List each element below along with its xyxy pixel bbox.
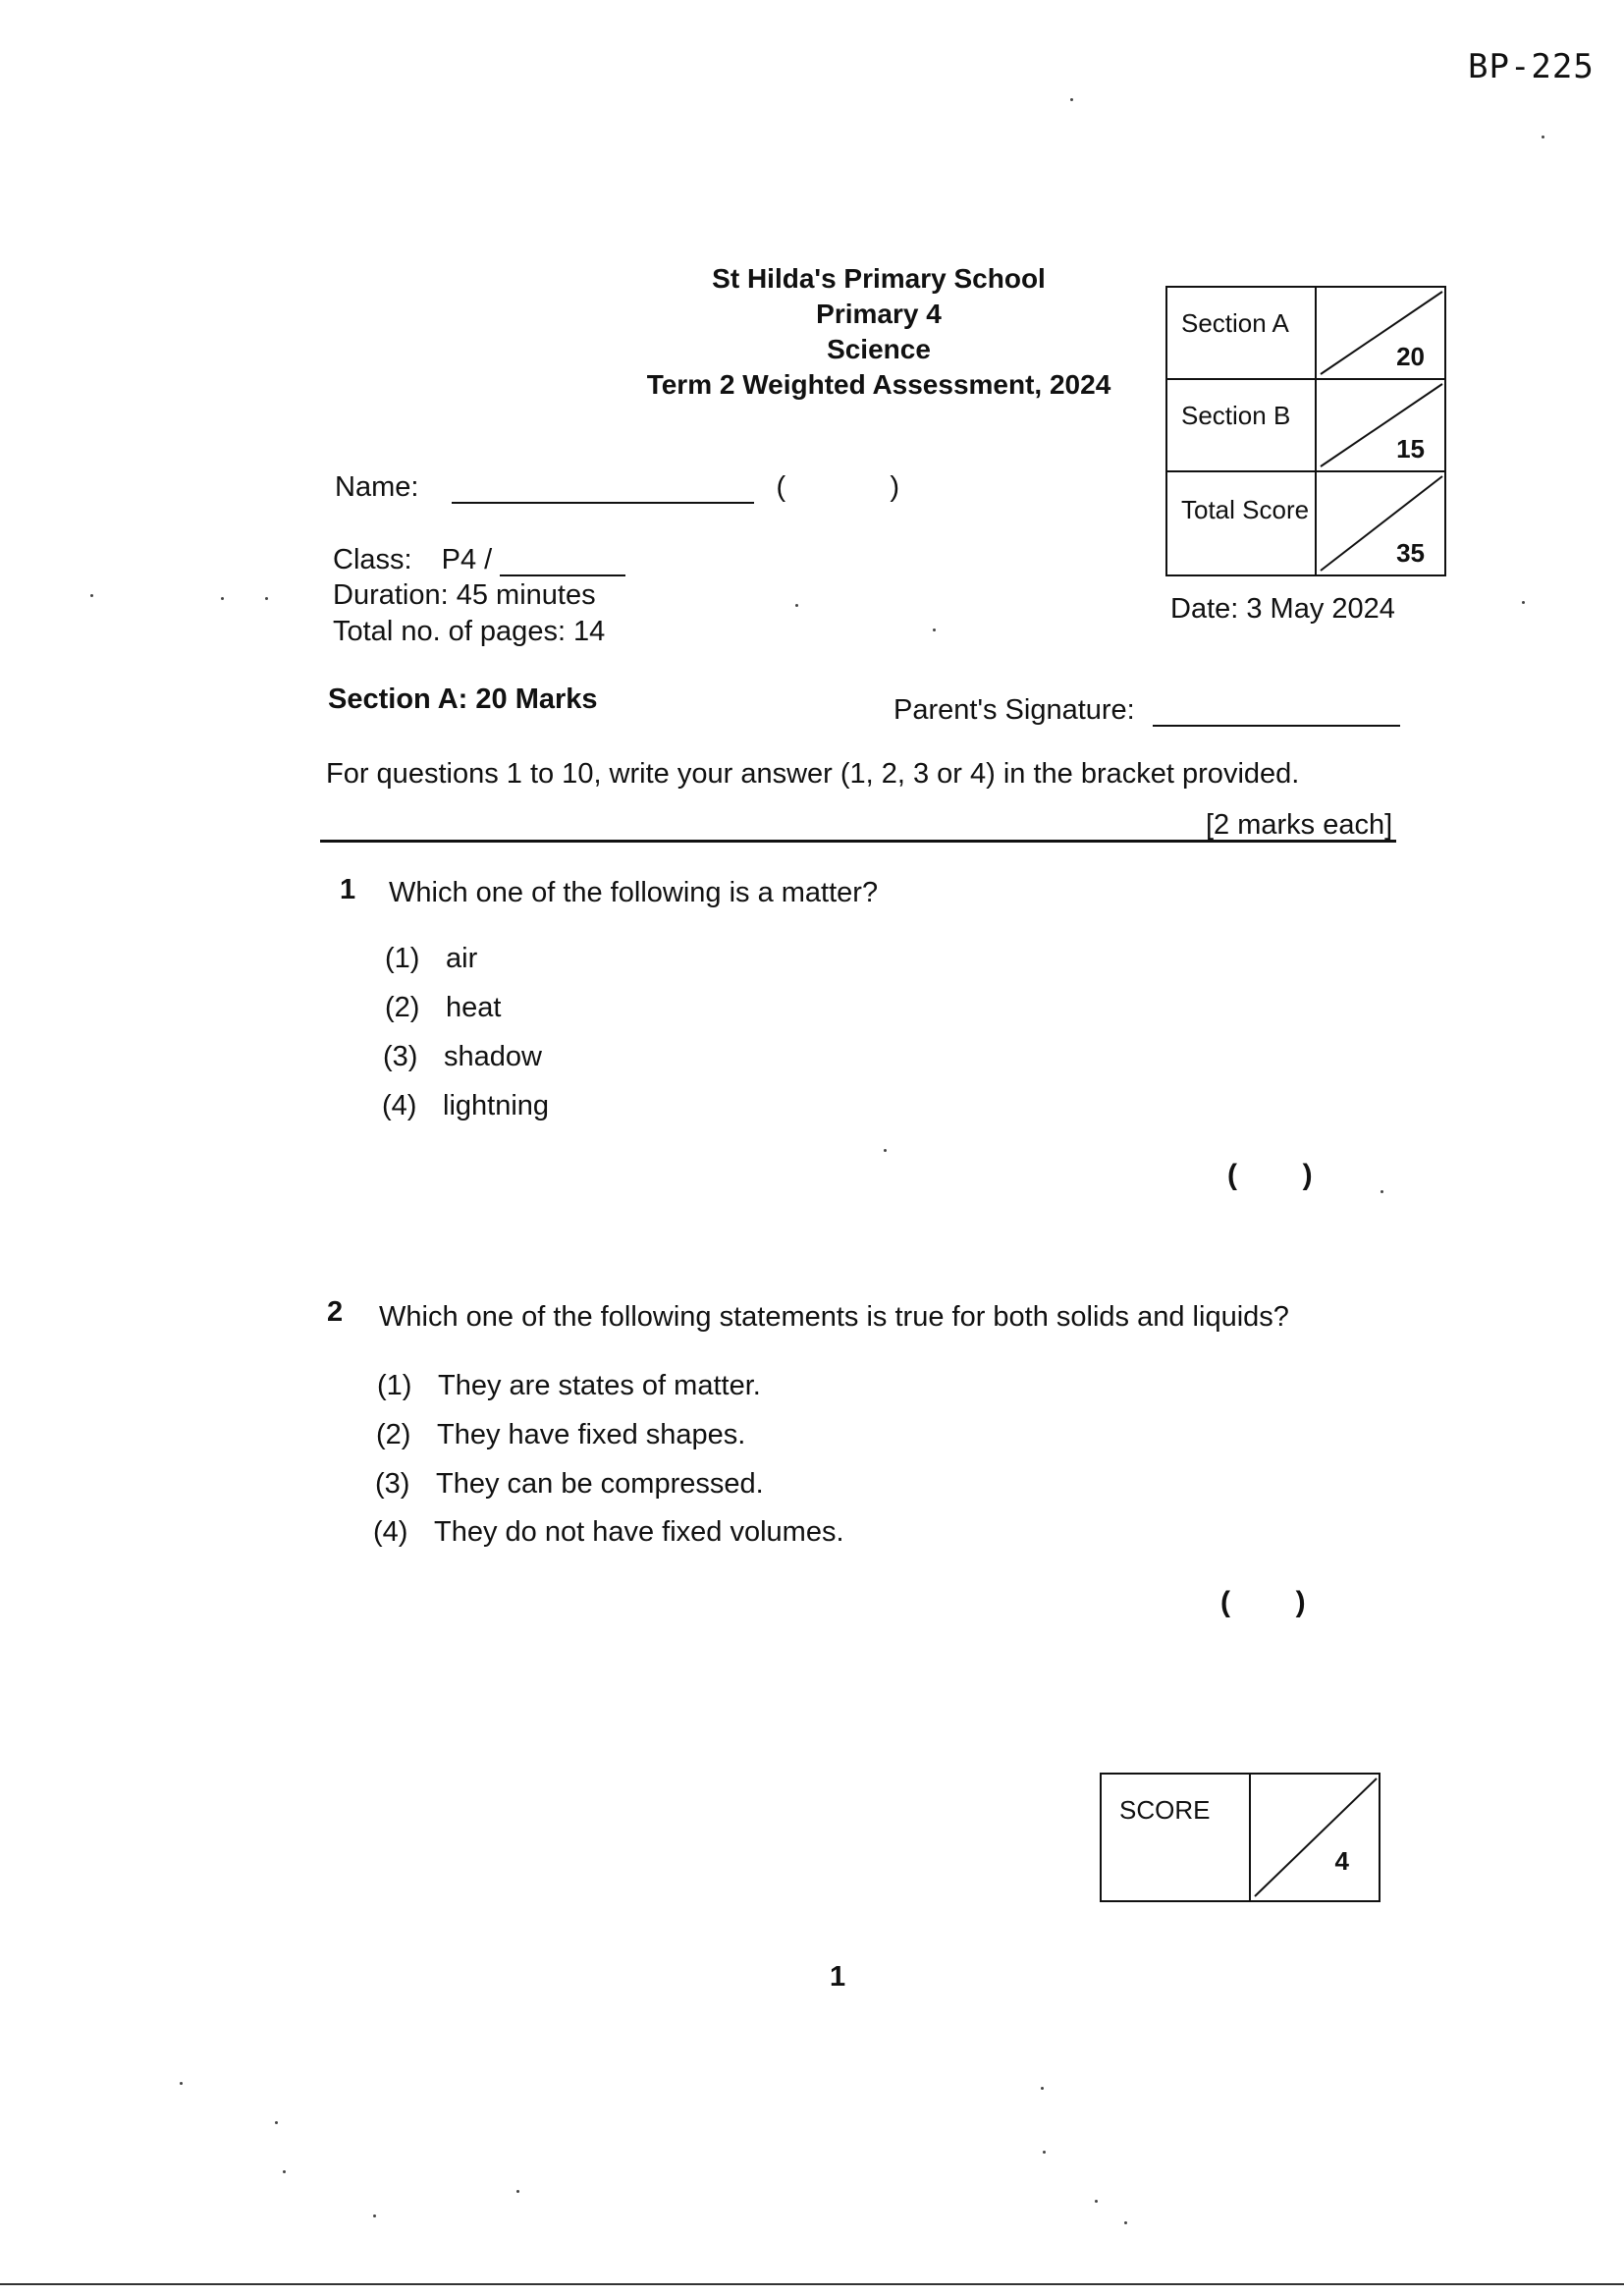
scan-speck (1070, 98, 1073, 101)
question-number: 2 (327, 1296, 344, 1328)
scan-speck (283, 2170, 286, 2173)
option-number: (4) (373, 1516, 408, 1548)
score-max: 20 (1396, 342, 1425, 371)
class-field[interactable] (500, 542, 625, 576)
name-label: Name: (335, 471, 419, 503)
option-text: They have fixed shapes. (437, 1419, 746, 1450)
score-row (1166, 287, 1445, 379)
score-row-label: Section A (1166, 287, 1316, 379)
score-row-label: Total Score (1166, 471, 1316, 575)
question-text: Which one of the following statements is true for both solids and liquids? (379, 1301, 1289, 1333)
option-number: (2) (376, 1419, 411, 1450)
scan-speck (1124, 2221, 1127, 2224)
assessment-title: Term 2 Weighted Assessment, 2024 (646, 369, 1111, 400)
option-number: (4) (382, 1090, 417, 1121)
diagonal-slash (1317, 380, 1444, 470)
name-row (335, 469, 899, 504)
scan-speck (221, 597, 224, 600)
option-number: (3) (383, 1041, 418, 1072)
diagonal-slash (1317, 472, 1444, 574)
page-bottom-edge (0, 2283, 1624, 2285)
answer-bracket[interactable]: ( ) (1220, 1586, 1306, 1618)
score-row (1166, 471, 1445, 575)
section-divider (320, 840, 1396, 843)
score-max: 15 (1396, 434, 1425, 464)
page-score-label: SCORE (1101, 1774, 1250, 1901)
exam-header (589, 261, 1168, 403)
answer-bracket[interactable]: ( ) (1227, 1159, 1313, 1191)
exam-date: Date: 3 May 2024 (1170, 593, 1395, 625)
scan-speck (275, 2121, 278, 2124)
question-text: Which one of the following is a matter? (389, 877, 879, 908)
option-number: (3) (375, 1468, 410, 1500)
class-row (333, 542, 625, 576)
scan-speck (1041, 2087, 1044, 2090)
option-text: They do not have fixed volumes. (434, 1516, 844, 1548)
scan-speck (1380, 1190, 1383, 1193)
parent-signature-field[interactable] (1153, 692, 1400, 727)
parent-signature-row (893, 692, 1400, 727)
answer-option (375, 1468, 764, 1501)
page-number: 1 (830, 1961, 846, 1993)
register-bracket-close: ) (890, 471, 900, 503)
register-number-field[interactable] (793, 471, 882, 504)
page-score-cell[interactable] (1250, 1774, 1380, 1901)
option-text: heat (446, 992, 502, 1023)
register-bracket-open: ( (776, 471, 786, 503)
class-label: Class: (333, 544, 412, 575)
section-title: Section A: 20 Marks (328, 683, 598, 715)
option-text: lightning (443, 1090, 550, 1121)
parent-signature-label: Parent's Signature: (893, 694, 1135, 726)
score-row-label: Section B (1166, 379, 1316, 471)
scan-speck (795, 604, 798, 607)
scan-speck (265, 597, 268, 600)
scan-speck (1095, 2200, 1098, 2203)
answer-option (377, 1370, 761, 1402)
score-cell[interactable] (1316, 471, 1445, 575)
score-summary-table (1165, 286, 1446, 576)
answer-option (382, 1090, 549, 1122)
option-number: (2) (385, 992, 420, 1023)
scan-speck (1043, 2151, 1046, 2154)
answer-option (376, 1419, 745, 1451)
scan-speck (1522, 601, 1525, 604)
school-name: St Hilda's Primary School (712, 263, 1046, 294)
answer-option (385, 992, 501, 1024)
score-row (1101, 1774, 1380, 1901)
page-score-max: 4 (1334, 1846, 1349, 1876)
level: Primary 4 (816, 299, 942, 329)
scan-speck (180, 2082, 183, 2085)
name-field[interactable] (452, 469, 754, 504)
scan-speck (373, 2214, 376, 2217)
marks-note: [2 marks each] (1206, 809, 1393, 841)
total-pages: Total no. of pages: 14 (333, 616, 606, 647)
score-row (1166, 379, 1445, 471)
option-text: They are states of matter. (438, 1370, 761, 1401)
option-text: They can be compressed. (436, 1468, 764, 1500)
answer-option (373, 1516, 844, 1549)
question-number: 1 (340, 874, 356, 905)
scan-speck (1542, 136, 1544, 138)
scan-speck (933, 629, 936, 631)
scan-speck (516, 2190, 519, 2193)
duration: Duration: 45 minutes (333, 579, 596, 611)
document-code: BP-225 (1468, 47, 1595, 86)
answer-option (385, 943, 477, 975)
option-number: (1) (377, 1370, 412, 1401)
scan-speck (884, 1149, 887, 1152)
scan-speck (90, 594, 93, 597)
answer-option (383, 1041, 542, 1073)
class-prefix: P4 / (441, 544, 493, 575)
page-score-box (1100, 1773, 1380, 1902)
instructions: For questions 1 to 10, write your answer (1, 2, 3 or 4) in the bracket provided. (326, 758, 1300, 790)
option-number: (1) (385, 943, 420, 974)
option-text: shadow (444, 1041, 542, 1072)
diagonal-slash (1251, 1775, 1379, 1900)
diagonal-slash (1317, 288, 1444, 378)
subject: Science (827, 334, 931, 364)
score-cell[interactable] (1316, 287, 1445, 379)
score-cell[interactable] (1316, 379, 1445, 471)
option-text: air (446, 943, 478, 974)
score-max: 35 (1396, 538, 1425, 568)
